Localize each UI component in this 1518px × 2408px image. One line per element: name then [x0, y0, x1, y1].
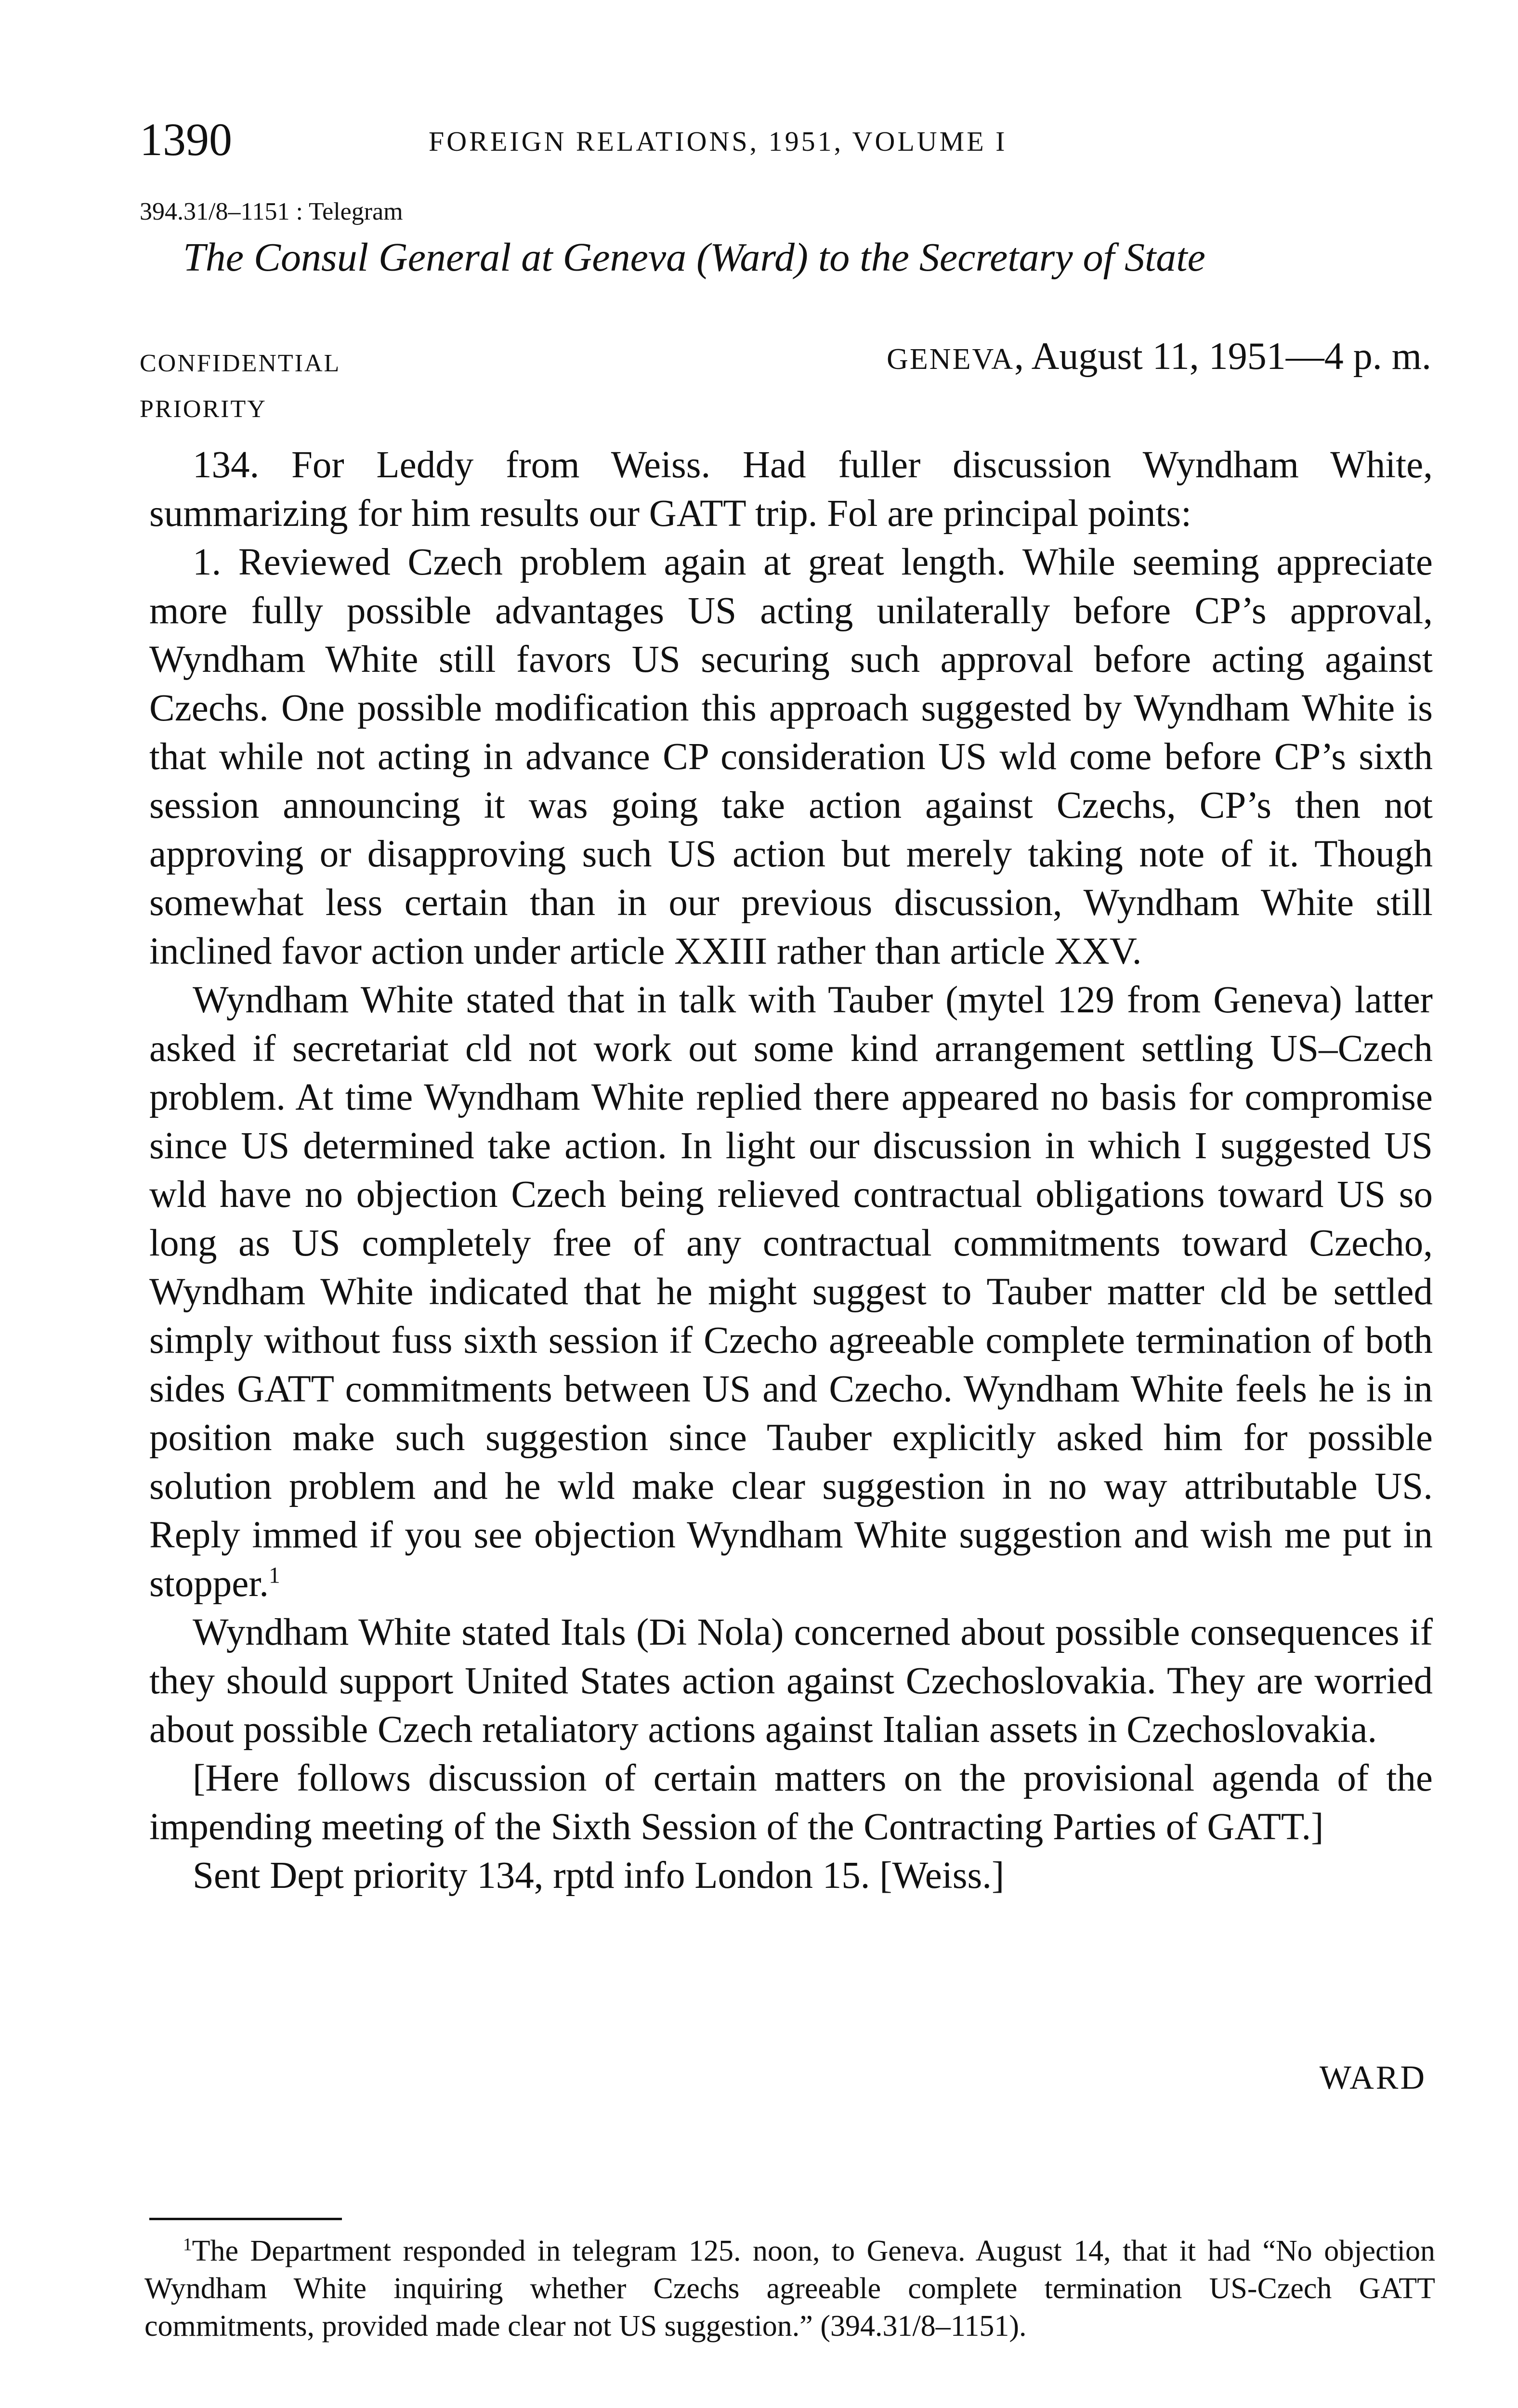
running-head — [140, 113, 1440, 166]
classification-label: CONFIDENTIAL — [140, 350, 341, 377]
document-heading: The Consul General at Geneva (Ward) to the Secretary of State — [183, 235, 1205, 280]
page-number: 1390 — [140, 114, 232, 165]
body-paragraph — [149, 976, 1433, 1608]
telegram-body — [149, 441, 1433, 1900]
footnote-reference: 1 — [268, 1563, 280, 1588]
body-paragraph: Sent Dept priority 134, rptd info London 15. [Weiss.] — [193, 1855, 1005, 1897]
date-time: , August 11, 1951—4 p. m. — [1014, 335, 1431, 378]
document-file-id: 394.31/8–1151 : Telegram — [140, 198, 403, 225]
place-name: GENEVA — [887, 343, 1015, 376]
footnote-paragraph — [144, 2232, 1435, 2345]
priority-label: PRIORITY — [140, 395, 267, 423]
footnote-text: The Department responded in telegram 125. noon, to Geneva. August 14, that it had “No objection Wyndham White inquiring whether Czechs agreeable complete termination US-Czech GATT commitments, provided made clear not US suggestion.” (394.31/8–1151). — [144, 2235, 1435, 2343]
body-paragraph: Wyndham White stated Itals (Di Nola) concerned about possible consequences if they should support United States action against Czechoslovakia. They are worried about possible Czech retaliatory actions against Italian assets in Czechoslovakia. — [149, 1611, 1433, 1751]
signature: WARD — [1319, 2059, 1426, 2096]
place-and-date — [887, 330, 1431, 386]
body-paragraph: 134. For Leddy from Weiss. Had fuller discussion Wyndham White, summarizing for him results our GATT trip. Fol are principal points: — [149, 444, 1433, 535]
book-title: FOREIGN RELATIONS, 1951, VOLUME I — [429, 126, 1008, 157]
footnote-marker: 1 — [183, 2235, 192, 2255]
body-paragraph-text: Wyndham White stated that in talk with Tauber (mytel 129 from Geneva) latter asked if secretariat cld not work out some kind arrangement settling US–Czech problem. At time Wyndham White replied there appeared no basis for compromise since US determined take action. In light our discussion in which I suggested US wld have no objection Czech being relieved contractual obligations toward US so long as US completely free of any contractual commitments toward Czecho, Wyndham White indicated that he might suggest to Tauber matter cld be settled simply without fuss sixth session if Czecho agreeable complete termination of both sides GATT commitments between US and Czecho. Wyndham White feels he is in position make such suggestion since Tauber explicitly asked him for possible solution problem and he wld make clear suggestion in no way attributable US. Reply immed if you see objection Wyndham White suggestion and wish me put in stopper. — [149, 979, 1433, 1605]
body-paragraph: [Here follows discussion of certain matters on the provisional agenda of the impending meeting of the Sixth Session of the Contracting Parties of GATT.] — [149, 1757, 1433, 1848]
body-paragraph: 1. Reviewed Czech problem again at great length. While seeming appreciate more fully possible advantages US acting unilaterally before CP’s approval, Wyndham White still favors US securing such approval before acting against Czechs. One possible modification this approach suggested by Wyndham White is that while not acting in advance CP consideration US wld come before CP’s sixth session announcing it was going take action against Czechs, CP’s then not approving or disapproving such US action but merely taking note of it. Though somewhat less certain than in our previous discussion, Wyndham White still inclined favor action under article XXIII rather than article XXV. — [149, 541, 1433, 972]
footnote-divider — [149, 2218, 342, 2220]
footnote — [144, 2232, 1435, 2345]
